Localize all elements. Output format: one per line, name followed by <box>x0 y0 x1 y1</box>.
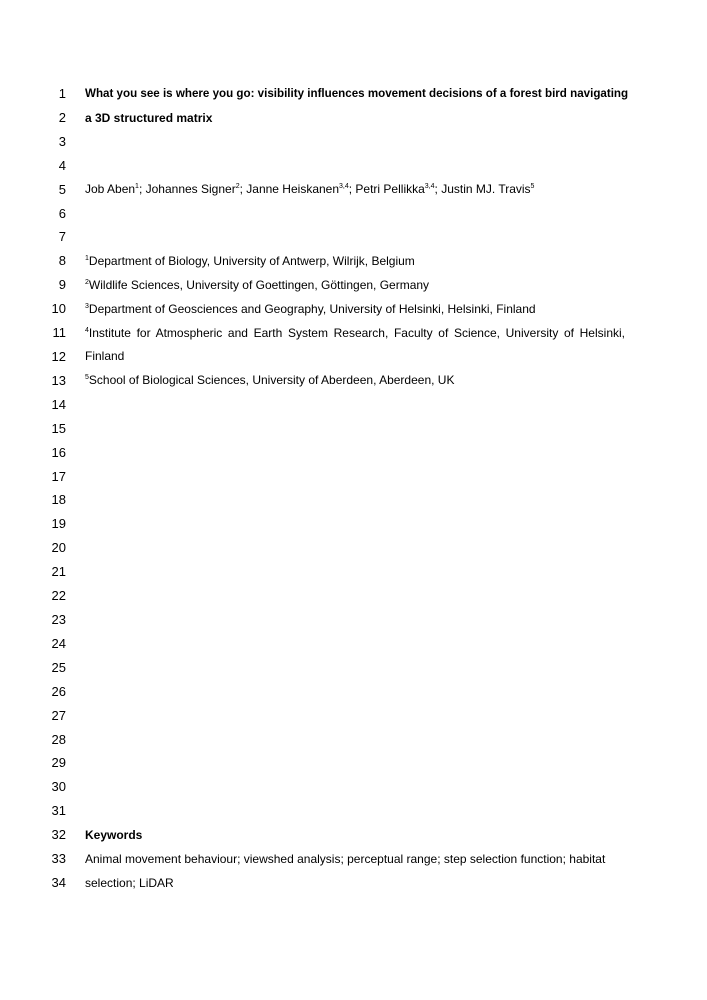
line-number-row <box>0 659 707 677</box>
affiliation-line <box>0 252 707 270</box>
line-number: 25 <box>51 660 66 675</box>
line-number: 16 <box>51 445 66 460</box>
author-affiliation-sup: 5 <box>530 183 535 190</box>
author-separator: ; <box>348 182 356 196</box>
line-number-row <box>0 444 707 462</box>
line-number: 5 <box>58 182 66 197</box>
line-number: 34 <box>51 875 66 890</box>
title-line-1 <box>0 85 707 103</box>
line-number: 6 <box>58 206 66 221</box>
line-number: 26 <box>51 684 66 699</box>
line-number: 33 <box>51 851 66 866</box>
line-number-row <box>0 683 707 701</box>
affiliation-line <box>0 371 707 389</box>
author-name: Job Aben <box>85 182 136 196</box>
line-number: 7 <box>58 229 66 244</box>
affiliation <box>85 252 625 270</box>
line-number: 27 <box>51 708 66 723</box>
line-number-row <box>0 754 707 772</box>
line-number-row <box>0 611 707 629</box>
affiliation-text: Department of Biology, University of Antwerp, Wilrijk, Belgium <box>88 254 415 268</box>
line-number-row <box>0 396 707 414</box>
affiliation-sup: 1 <box>85 255 89 262</box>
line-number-row <box>0 802 707 820</box>
line-number-row <box>0 707 707 725</box>
affiliation-continuation-line <box>0 347 707 365</box>
affiliation <box>85 324 625 342</box>
author-separator: ; <box>138 182 146 196</box>
line-number: 20 <box>51 540 66 555</box>
affiliation-line <box>0 300 707 318</box>
line-number-row <box>0 539 707 557</box>
line-number: 19 <box>51 516 66 531</box>
author-name: Johannes Signer <box>145 182 236 196</box>
line-number-row <box>0 778 707 796</box>
line-number: 31 <box>51 803 66 818</box>
line-number: 32 <box>51 827 66 842</box>
title-line-2 <box>0 109 707 127</box>
line-number: 4 <box>58 158 66 173</box>
keywords-heading: Keywords <box>85 828 143 842</box>
affiliation-text: School of Biological Sciences, University of Aberdeen, Aberdeen, UK <box>88 373 455 387</box>
line-number: 30 <box>51 779 66 794</box>
line-number-row <box>0 731 707 749</box>
affiliation-text: Department of Geosciences and Geography, University of Helsinki, Helsinki, Finland <box>88 302 536 316</box>
affiliation-sup: 4 <box>85 327 89 334</box>
line-number: 21 <box>51 564 66 579</box>
line-number-row <box>0 133 707 151</box>
affiliation <box>85 276 625 294</box>
line-number: 3 <box>58 134 66 149</box>
line-number: 10 <box>51 301 66 316</box>
line-number-row <box>0 491 707 509</box>
line-number-row <box>0 420 707 438</box>
line-number: 23 <box>51 612 66 627</box>
affiliation-sup: 3 <box>85 303 89 310</box>
line-number: 29 <box>51 755 66 770</box>
line-number: 14 <box>51 397 66 412</box>
keywords-heading-line <box>0 826 707 844</box>
line-number-row <box>0 205 707 223</box>
affiliation-sup: 2 <box>85 279 89 286</box>
line-number: 8 <box>58 253 66 268</box>
line-number-row <box>0 635 707 653</box>
line-number: 11 <box>52 325 66 340</box>
line-number: 28 <box>51 732 66 747</box>
author-affiliation-sup: 2 <box>235 183 240 190</box>
line-number-row <box>0 587 707 605</box>
author-name: Justin MJ. Travis <box>441 182 531 196</box>
affiliation <box>85 371 625 389</box>
keywords-text-part-2: selection; LiDAR <box>85 876 174 890</box>
authors-line <box>0 180 707 198</box>
author-affiliation-sup: 1 <box>135 183 139 190</box>
line-number-row <box>0 468 707 486</box>
line-number: 12 <box>51 349 66 364</box>
author-separator: ; <box>434 182 442 196</box>
author-name: Janne Heiskanen <box>246 182 340 196</box>
line-number: 17 <box>51 469 66 484</box>
line-number: 24 <box>51 636 66 651</box>
line-number-row <box>0 228 707 246</box>
affiliation-text: Institute for Atmospheric and Earth System Research, Faculty of Science, University of Helsinki, <box>88 326 625 340</box>
author-name: Petri Pellikka <box>355 182 425 196</box>
line-number: 15 <box>51 421 66 436</box>
keywords-line-2 <box>0 874 707 892</box>
line-number-row <box>0 157 707 175</box>
affiliation-text: Wildlife Sciences, University of Goettingen, Göttingen, Germany <box>88 278 430 292</box>
affiliation <box>85 300 625 318</box>
line-number-row <box>0 515 707 533</box>
author-list <box>85 180 625 198</box>
line-number: 22 <box>51 588 66 603</box>
author-affiliation-sup: 3,4 <box>339 183 349 190</box>
author-separator: ; <box>239 182 247 196</box>
paper-title-part-2: a 3D structured matrix <box>85 111 213 125</box>
affiliation-line <box>0 276 707 294</box>
line-number: 18 <box>51 492 66 507</box>
keywords-line-1 <box>0 850 707 868</box>
line-number-row <box>0 563 707 581</box>
affiliation-continuation: Finland <box>85 349 125 363</box>
line-number: 9 <box>58 277 66 292</box>
line-number: 13 <box>51 373 66 388</box>
keywords-text-part-1: Animal movement behaviour; viewshed analysis; perceptual range; step selection function; habitat <box>85 852 606 866</box>
affiliation-line <box>0 324 707 342</box>
line-number: 2 <box>58 110 66 125</box>
affiliation-sup: 5 <box>85 374 89 381</box>
paper-title-part-1: What you see is where you go: visibility influences movement decisions of a forest bird navigating <box>85 87 629 100</box>
author-affiliation-sup: 3,4 <box>424 183 435 190</box>
line-number: 1 <box>58 86 66 101</box>
